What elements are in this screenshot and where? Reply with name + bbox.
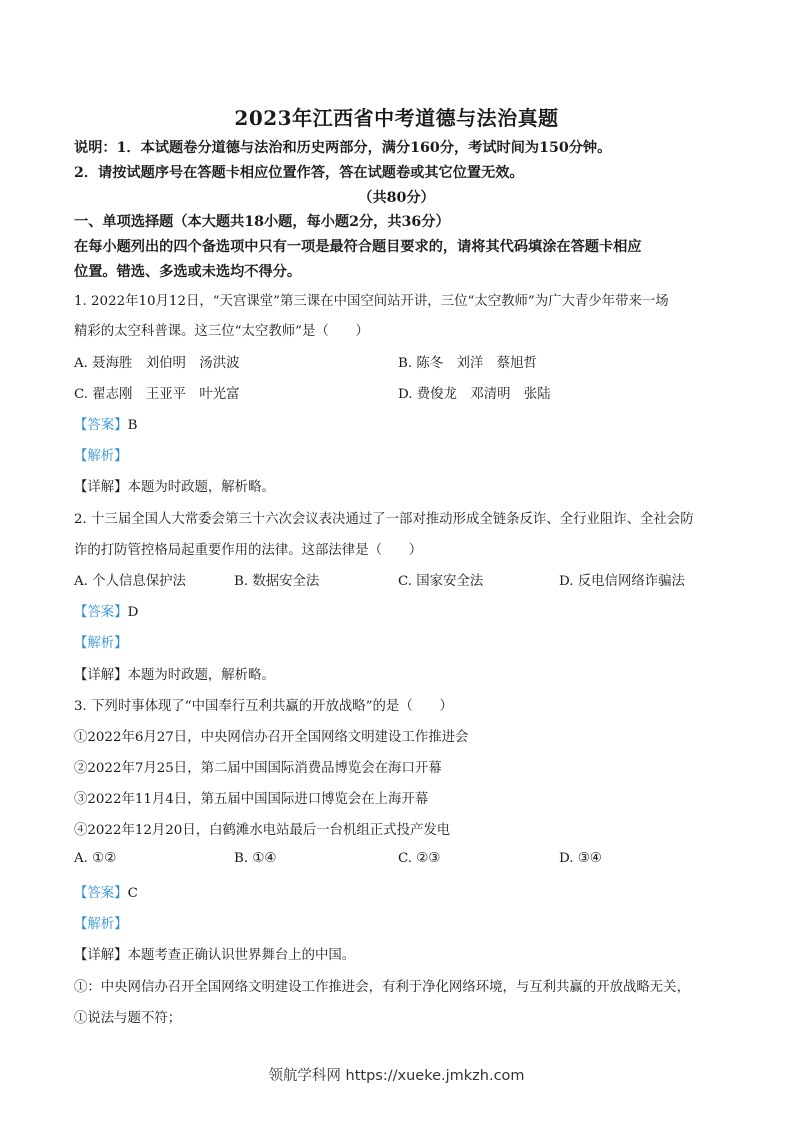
q2-option-b: B. 数据安全法 xyxy=(234,574,320,589)
q1-analysis-label: 【解析】 xyxy=(74,449,128,464)
q1-stem-2: 精彩的太空科普课。这三位“太空教师”是（ ） xyxy=(74,324,369,339)
q2-analysis-label: 【解析】 xyxy=(74,636,128,651)
q1-stem-1: 1. 2022年10月12日，“天宫课堂”第三课在中国空间站开讲，三位“太空教师”为广大青少年带来一场 xyxy=(74,294,669,309)
q2-stem-2: 诈的打防管控格局起重要作用的法律。这部法律是（ ） xyxy=(74,543,423,558)
q3-item-1: ①2022年6月27日，中央网信办召开全国网络文明建设工作推进会 xyxy=(74,730,469,745)
q1-answer xyxy=(74,414,137,433)
section-heading: 一、单项选择题（本大题共18小题，每小题2分，共36分） xyxy=(74,214,450,230)
total-score: （共80分） xyxy=(358,190,435,206)
q2-answer-value: D xyxy=(127,605,139,620)
q2-option-a: A. 个人信息保护法 xyxy=(74,574,186,589)
q3-detail xyxy=(74,944,355,963)
q2-stem-1: 2. 十三届全国人大常委会第三十六次会议表决通过了一部对推动形成全链条反诈、全行业阻诈、全社会防 xyxy=(74,512,694,527)
q3-answer xyxy=(74,882,138,901)
q1-option-a: A. 聂海胜 刘伯明 汤洪波 xyxy=(74,356,240,371)
q3-option-d: D. ③④ xyxy=(559,851,602,866)
detail-label: 【详解】 xyxy=(74,480,128,495)
q2-option-d: D. 反电信网络诈骗法 xyxy=(559,574,685,589)
detail-label: 【详解】 xyxy=(74,668,128,683)
answer-label: 【答案】 xyxy=(74,886,128,901)
q3-option-b: B. ①④ xyxy=(234,851,277,866)
q3-item-2: ②2022年7月25日，第二届中国国际消费品博览会在海口开幕 xyxy=(74,761,442,776)
answer-label: 【答案】 xyxy=(74,605,128,620)
page-title: 2023年江西省中考道德与法治真题 xyxy=(234,106,559,130)
q3-detail-text: 本题考查正确认识世界舞台上的中国。 xyxy=(127,948,356,963)
detail-label: 【详解】 xyxy=(74,948,128,963)
footer-watermark: 领航学科网 https://xueke.jmkzh.com xyxy=(268,1068,525,1084)
q3-answer-value: C xyxy=(127,886,138,901)
instruction-line-1: 说明：1．本试题卷分道德与法治和历史两部分，满分160分，考试时间为150分钟。 xyxy=(74,140,612,156)
q2-answer xyxy=(74,601,138,620)
q3-item-3: ③2022年11月4日，第五届中国国际进口博览会在上海开幕 xyxy=(74,792,429,807)
q2-detail-text: 本题为时政题，解析略。 xyxy=(127,668,275,683)
q1-answer-value: B xyxy=(127,418,138,433)
q1-detail-text: 本题为时政题，解析略。 xyxy=(127,480,275,495)
q3-item-4: ④2022年12月20日，白鹤滩水电站最后一台机组正式投产发电 xyxy=(74,823,451,838)
q3-stem: 3. 下列时事体现了“中国奉行互利共赢的开放战略”的是（ ） xyxy=(74,699,453,714)
q3-explanation-2: ①说法与题不符； xyxy=(74,1011,182,1026)
q2-detail xyxy=(74,664,275,683)
instruction-line-2: 2．请按试题序号在答题卡相应位置作答，答在试题卷或其它位置无效。 xyxy=(74,165,524,181)
section-desc-1: 在每小题列出的四个备选项中只有一项是最符合题目要求的，请将其代码填涂在答题卡相应 xyxy=(74,239,642,255)
q1-option-d: D. 费俊龙 邓清明 张陆 xyxy=(398,387,551,402)
q3-analysis-label: 【解析】 xyxy=(74,917,128,932)
q3-explanation-1: ①：中央网信办召开全国网络文明建设工作推进会，有利于净化网络环境，与互利共赢的开放战略无关， xyxy=(74,980,690,995)
section-desc-2: 位置。错选、多选或未选均不得分。 xyxy=(74,264,302,280)
q1-option-b: B. 陈冬 刘洋 蔡旭哲 xyxy=(398,356,537,371)
answer-label: 【答案】 xyxy=(74,418,128,433)
q3-option-c: C. ②③ xyxy=(398,851,441,866)
q1-option-c: C. 翟志刚 王亚平 叶光富 xyxy=(74,387,240,402)
q1-detail xyxy=(74,476,275,495)
q2-option-c: C. 国家安全法 xyxy=(398,574,484,589)
q3-option-a: A. ①② xyxy=(74,851,117,866)
